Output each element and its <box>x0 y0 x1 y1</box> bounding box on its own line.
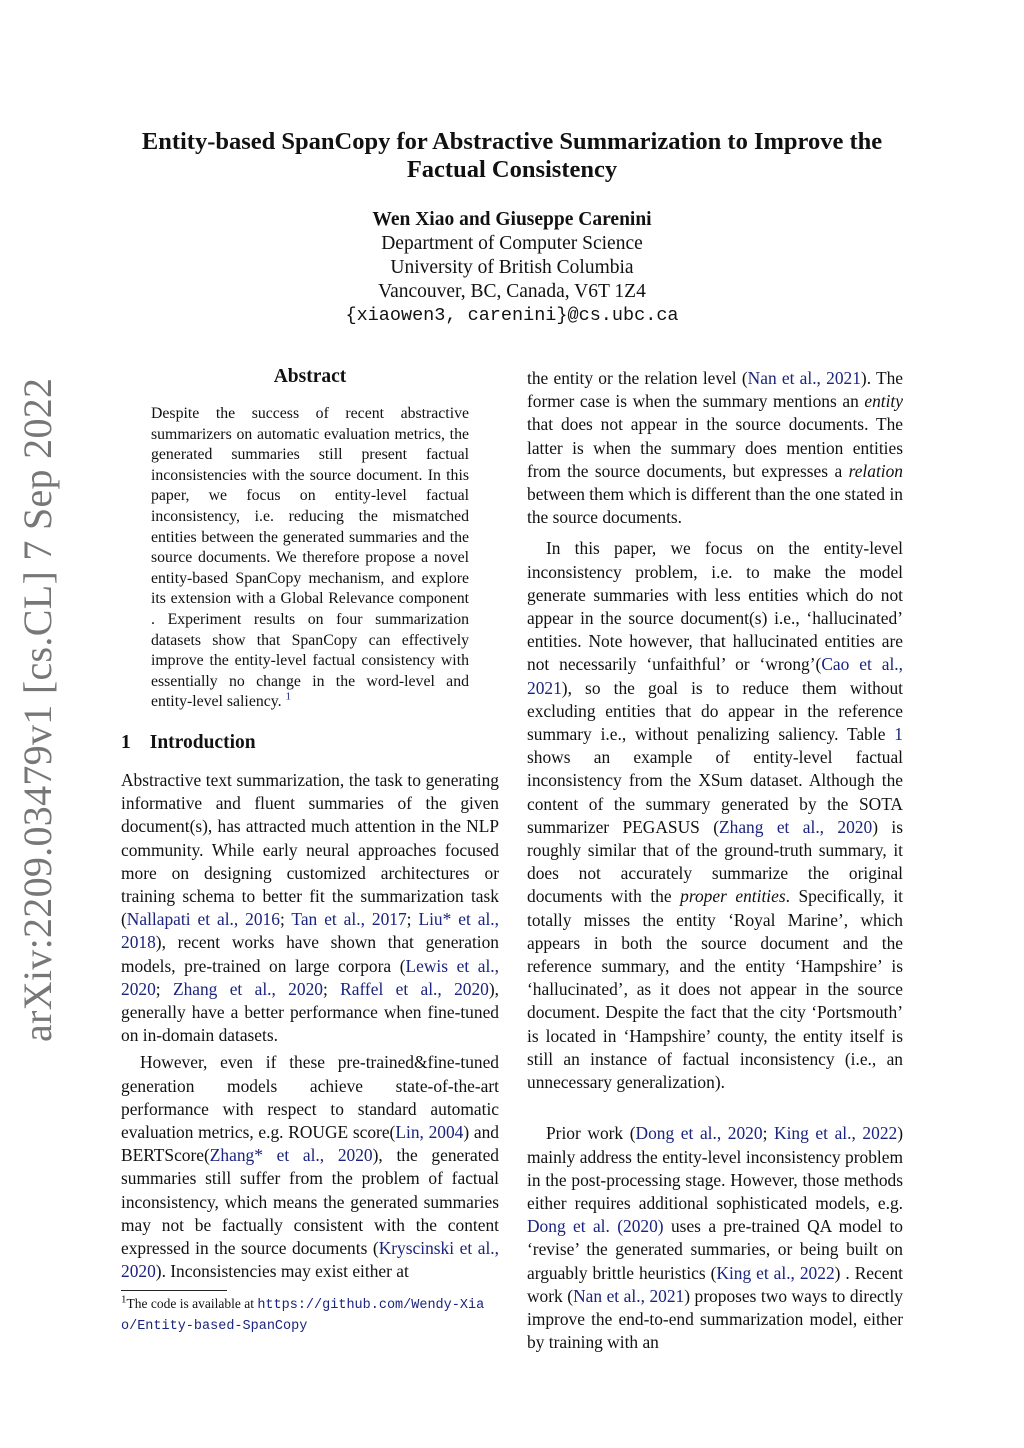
citation-link[interactable]: Nallapati et al., 2016 <box>126 909 280 930</box>
citation-link[interactable]: Cao et al., 2021 <box>527 654 903 698</box>
right-paragraph-1: the entity or the relation level (Nan et al., 2021). The former case is when the summary mentions an entity that does not appear in the source documents. The latter is when the summary does mention entities from the source documents, but expresses a relation between them which is different than the one stated in the source documents. <box>527 368 904 528</box>
citation-link[interactable]: Liu* et al., 2018 <box>121 909 499 953</box>
author-names: Wen Xiao and Giuseppe Carenini <box>372 209 652 230</box>
citation-link[interactable]: Zhang* et al., 2020 <box>209 1145 373 1166</box>
intro-text <box>121 769 499 1283</box>
author-address: Vancouver, BC, Canada, V6T 1Z4 <box>378 281 646 302</box>
section-heading-introduction <box>121 732 499 754</box>
title-line-1: Entity-based SpanCopy for Abstractive Summarization to Improve the <box>141 128 883 155</box>
citation-link[interactable]: Lin, 2004 <box>395 1122 464 1143</box>
section-number: 1 <box>121 732 131 753</box>
citation-link[interactable]: Tan et al., 2017 <box>291 909 407 930</box>
footnote-text: The code is available at <box>126 1296 258 1311</box>
arxiv-identifier: arXiv:2209.03479v1 [cs.CL] 7 Sep 2022 <box>15 377 60 1042</box>
author-email: {xiaowen3, carenini}@cs.ubc.ca <box>345 305 679 326</box>
citation-link[interactable]: Dong et al. (2020) <box>527 1216 664 1237</box>
citation-link[interactable]: Nan et al., 2021 <box>573 1285 685 1306</box>
citation-link[interactable]: Zhang et al., 2020 <box>719 816 873 837</box>
right-column-text <box>527 367 903 1354</box>
abstract-body: Despite the success of recent abstractive summarizers on automatic evaluation metrics, the generated summaries still present factual inconsistencies with the source document. In this paper, we focus on entity-level factual inconsistency, i.e. reducing the mismatched entities between the generated summaries and the source documents. We therefore propose a novel entity-based SpanCopy mechanism, and explore its extension with a Global Relevance component . Experiment results on four summarization datasets show that SpanCopy can effectively improve the entity-level factual consistency with essentially no change in the word-level and entity-level saliency. <box>151 405 469 711</box>
footnote-rule <box>121 1290 227 1291</box>
intro-paragraph-1: Abstractive text summarization, the task to generating informative and fluent summaries of the given document(s), has attracted much attention in the NLP community. While early neural approaches focused more on designing customized architectures or training schema to better fit the summarization task (Nallapati et al., 2016; Tan et al., 2017; Liu* et al., 2018), recent works have shown that generation models, pre-trained on large corpora (Lewis et al., 2020; Zhang et al., 2020; Raffel et al., 2020), generally have a better performance when fine-tuned on in-domain datasets. <box>121 770 499 1046</box>
footnote-mark: 1 <box>121 1293 127 1306</box>
author-department: Department of Computer Science <box>381 233 643 254</box>
citation-link[interactable]: Dong et al., 2020 <box>635 1123 763 1144</box>
citation-link[interactable]: King et al., 2022 <box>774 1123 898 1144</box>
right-paragraph-2: In this paper, we focus on the entity-level inconsistency problem, i.e. to make the model generate summaries with less entities which do not appear in the source document(s) i.e., ‘hallucinated’ entities. Note however, that hallucinated entities are not necessarily ‘unfaithful’ or ‘wrong’(Cao et al., 2021), so the goal is to reduce them without excluding entities that do appear in the reference summary i.e., without penalizing saliency. Table 1 shows an example of entity-level factual inconsistency from the XSum dataset. Although the content of the summary generated by the SOTA summarizer PEGASUS (Zhang et al., 2020) is roughly similar that of the ground-truth summary, it does not accurately summarize the original documents with the proper entities. Specifically, it totally misses the entity ‘Royal Marine’, which appears in both the source document and the reference summary, and the entity ‘Hampshire’ is ‘hallucinated’, as it does not appear in the source document. Despite the fact that the city ‘Portsmouth’ is located in ‘Hampshire’ county, the entity itself is still an instance of factual inconsistency (i.e., an unnecessary generalization). <box>527 538 903 1093</box>
right-paragraph-3: Prior work (Dong et al., 2020; King et al., 2022) mainly address the entity-level inconsistency problem in the post-processing stage. However, those methods either requires additional sophisticated models, e.g. Dong et al. (2020) uses a pre-trained QA model to ‘revise’ the generated summaries, or being built on arguably brittle heuristics (King et al., 2022) . Recent work (Nan et al., 2021) proposes two ways to directly improve the end-to-end summarization model, either by training with an <box>527 1123 904 1353</box>
title-line-2: Factual Consistency <box>406 156 618 183</box>
github-link[interactable]: https://github.com/Wendy-Xiao/Entity-based-SpanCopy <box>121 1298 485 1334</box>
author-block <box>0 208 1024 328</box>
citation-link[interactable]: King et al., 2022 <box>716 1262 835 1283</box>
citation-link[interactable]: Lewis et al., 2020 <box>121 955 499 999</box>
citation-link[interactable]: Raffel et al., 2020 <box>340 978 489 999</box>
paper-title <box>0 128 1024 184</box>
citation-link[interactable]: Kryscinski et al., 2020 <box>121 1238 499 1282</box>
section-title: Introduction <box>149 732 256 753</box>
citation-link[interactable]: Zhang et al., 2020 <box>172 978 323 999</box>
footnote-ref[interactable]: 1 <box>285 691 292 704</box>
abstract-heading: Abstract <box>273 366 347 387</box>
footnote <box>121 1294 499 1336</box>
citation-link[interactable]: Nan et al., 2021 <box>747 368 861 388</box>
intro-paragraph-2: However, even if these pre-trained&fine-tuned generation models achieve state-of-the-art performance with respect to standard automatic evaluation metrics, e.g. ROUGE score(Lin, 2004) and BERTScore(Zhang* et al., 2020), the generated summaries still suffer from the problem of factual inconsistency, which means the generated summaries may not be factually consistent with the content expressed in the source documents (Kryscinski et al., 2020). Inconsistencies may exist either at <box>121 1052 499 1282</box>
abstract-text <box>151 404 469 713</box>
table-ref-link[interactable]: 1 <box>894 724 903 745</box>
author-university: University of British Columbia <box>390 257 634 278</box>
